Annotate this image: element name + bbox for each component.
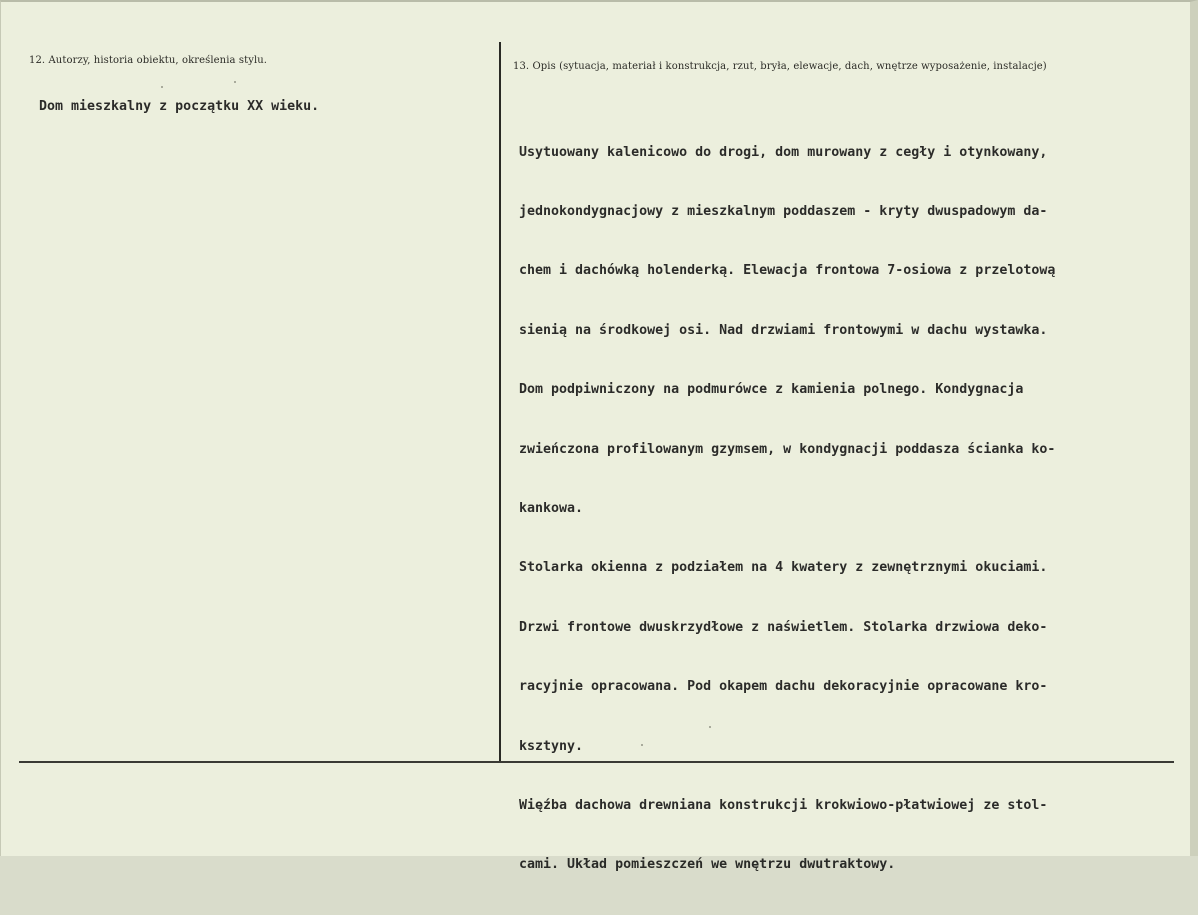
description-line: cami. Układ pomieszczeń we wnętrzu dwutraktowy.: [519, 857, 896, 873]
description-line: kankowa.: [519, 500, 584, 516]
description-line: Więźba dachowa drewniana konstrukcji krokwiowo-płatwiowej ze stol-: [519, 797, 1048, 813]
column-divider: [499, 42, 501, 761]
section-12-text: Dom mieszkalny z początku XX wieku.: [39, 99, 320, 114]
description-line: Dom podpiwniczony na podmurówce z kamienia polnego. Kondygnacja: [519, 382, 1024, 398]
description-line: chem i dachówką holenderką. Elewacja frontowa 7-osiowa z przelotową: [519, 263, 1056, 279]
section-13-description: [519, 103, 1055, 915]
description-line: racyjnie opracowana. Pod okapem dachu dekoracyjnie opracowane kro-: [519, 679, 1048, 695]
paper-speck: [234, 81, 236, 83]
paper-speck: [709, 726, 711, 728]
description-line: sienią na środkowej osi. Nad drzwiami frontowymi w dachu wystawka.: [519, 322, 1048, 338]
paper-speck: [161, 86, 163, 88]
description-line: jednokondygnacjowy z mieszkalnym poddaszem - kryty dwuspadowym da-: [519, 203, 1048, 219]
paper-speck: [641, 744, 643, 746]
description-line: Usytuowany kalenicowo do drogi, dom murowany z cegły i otynkowany,: [519, 144, 1048, 160]
section-13-label: 13. Opis (sytuacja, materiał i konstrukcja, rzut, bryła, elewacje, dach, wnętrze wyposażenie, instalacje): [513, 61, 1047, 72]
description-line: Stolarka okienna z podziałem na 4 kwatery z zewnętrznymi okuciami.: [519, 560, 1048, 576]
section-12-label: 12. Autorzy, historia obiektu, określenia stylu.: [29, 55, 268, 66]
description-line: ksztyny.: [519, 738, 584, 754]
description-line: zwieńczona profilowanym gzymsem, w kondygnacji poddasza ścianka ko-: [519, 441, 1056, 457]
description-line: Drzwi frontowe dwuskrzydłowe z naświetlem. Stolarka drzwiowa deko-: [519, 619, 1048, 635]
